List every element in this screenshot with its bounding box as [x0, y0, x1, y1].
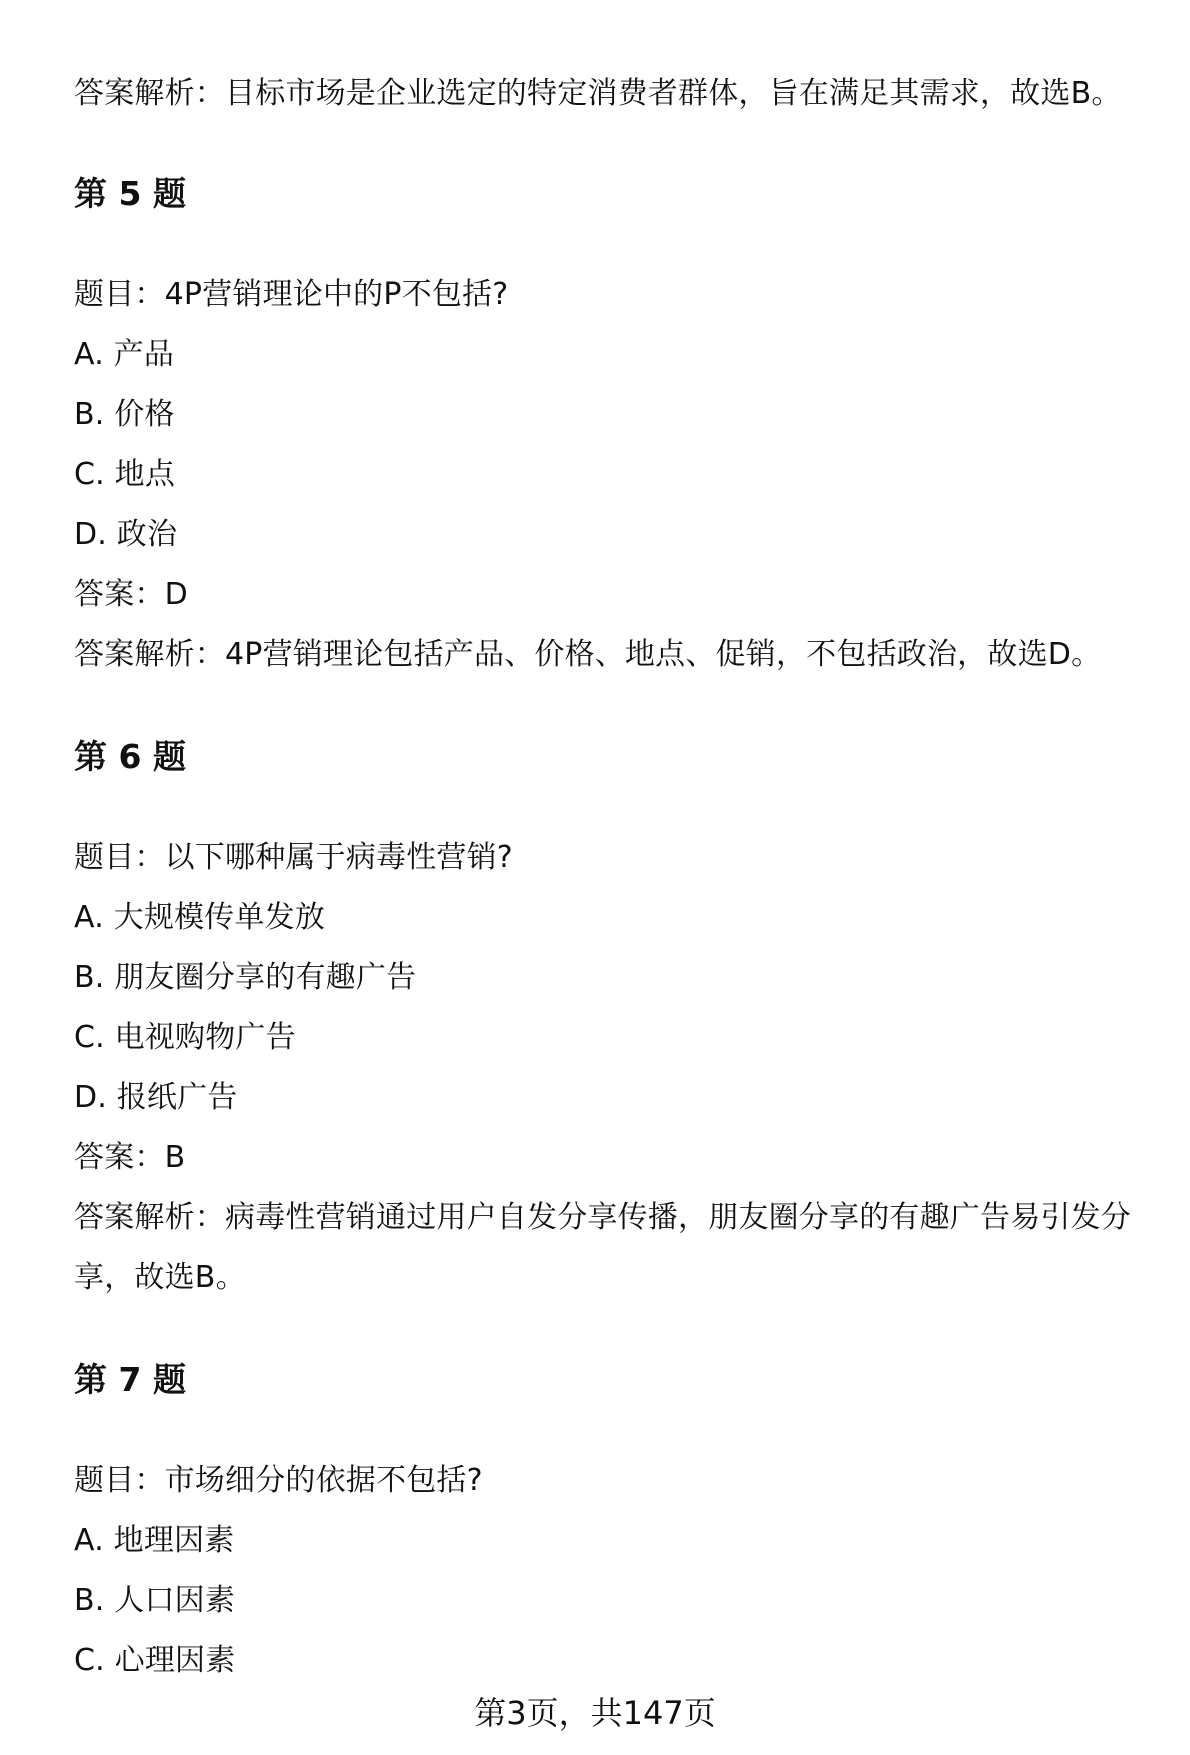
- question-6-heading: 第 6 题: [74, 737, 186, 776]
- question-7-text: 题目：市场细分的依据不包括?: [74, 1463, 483, 1498]
- question-5-text: 题目：4P营销理论中的P不包括?: [74, 277, 509, 312]
- question-7-option-c: C. 心理因素: [74, 1643, 236, 1678]
- question-6-option-a: A. 大规模传单发放: [74, 900, 326, 935]
- question-5-option-d: D. 政治: [74, 517, 178, 552]
- question-5-option-a: A. 产品: [74, 337, 175, 372]
- question-5-answer: 答案：D: [74, 577, 188, 612]
- question-6-option-b: B. 朋友圈分享的有趣广告: [74, 960, 417, 995]
- question-6-analysis-line1: 答案解析：病毒性营销通过用户自发分享传播，朋友圈分享的有趣广告易引发分: [74, 1200, 1131, 1235]
- question-6-answer: 答案：B: [74, 1140, 186, 1175]
- page-number-footer: 第3页，共147页: [474, 1694, 716, 1732]
- question-5-option-b: B. 价格: [74, 397, 175, 432]
- prev-answer-analysis: 答案解析：目标市场是企业选定的特定消费者群体，旨在满足其需求，故选B。: [74, 76, 1122, 111]
- question-6-analysis-line2: 享，故选B。: [74, 1260, 246, 1295]
- question-7-option-b: B. 人口因素: [74, 1583, 236, 1618]
- question-6-option-d: D. 报纸广告: [74, 1080, 238, 1115]
- question-5-option-c: C. 地点: [74, 457, 176, 492]
- question-7-option-a: A. 地理因素: [74, 1523, 235, 1558]
- question-6-text: 题目：以下哪种属于病毒性营销?: [74, 840, 513, 875]
- question-7-heading: 第 7 题: [74, 1360, 186, 1399]
- question-5-analysis: 答案解析：4P营销理论包括产品、价格、地点、促销，不包括政治，故选D。: [74, 637, 1102, 672]
- question-6-option-c: C. 电视购物广告: [74, 1020, 296, 1055]
- question-5-heading: 第 5 题: [74, 174, 186, 213]
